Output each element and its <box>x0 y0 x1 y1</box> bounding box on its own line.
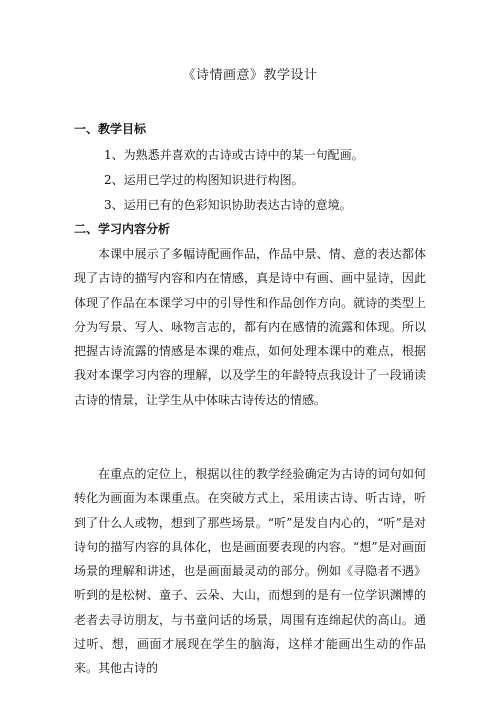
section-heading-objectives: 一、教学目标 <box>74 122 147 136</box>
paragraph-key-points: 在重点的定位上，根据以往的教学经验确定为古诗的词句如何转化为画面为本课重点。在突破方式上，采用读古诗、听古诗，听到了什么人或物，想到了那些场景。“听”是发自内心的，“听”是对诗句的描写内容的具体化，也是画面要表现的内容。“想”是对画面场景的理解和讲述，也是画面最灵动的部分。例如《寻隐者不遇》听到的是松树、童子、云朵、大山，而想到的是有一位学识渊博的老者去寻访朋友，与书童问话的场景，周围有连绵起伏的高山。通过听、想，画面才展现在学生的脑海，这样才能画出生动的作品来。其他古诗的 <box>74 467 426 676</box>
objective-item-3: 3、运用已有的色彩知识协助表达古诗的意境。 <box>104 198 352 212</box>
section-heading-content-analysis: 二、学习内容分析 <box>74 222 171 236</box>
document-title: 《诗情画意》教学设计 <box>182 68 318 83</box>
paragraph-content-analysis: 本课中展示了多幅诗配画作品，作品中景、情、意的表达都体现了古诗的描写内容和内在情感，真是诗中有画、画中显诗，因此体现了作品在本课学习中的引导性和作品创作方向。就诗的类型上分为写景、写人、咏物言志的，都有内在感情的流露和体现。所以把握古诗流露的情感是本课的难点，如何处理本课中的难点，根据我对本课学习内容的理解，以及学生的年龄特点我设计了一段诵读古诗的情景，让学生从中体味古诗传达的情感。 <box>74 247 426 407</box>
objective-item-1: 1、为熟悉并喜欢的古诗或古诗中的某一句配画。 <box>104 148 364 162</box>
objective-item-2: 2、运用已学过的构图知识进行构图。 <box>104 173 304 187</box>
